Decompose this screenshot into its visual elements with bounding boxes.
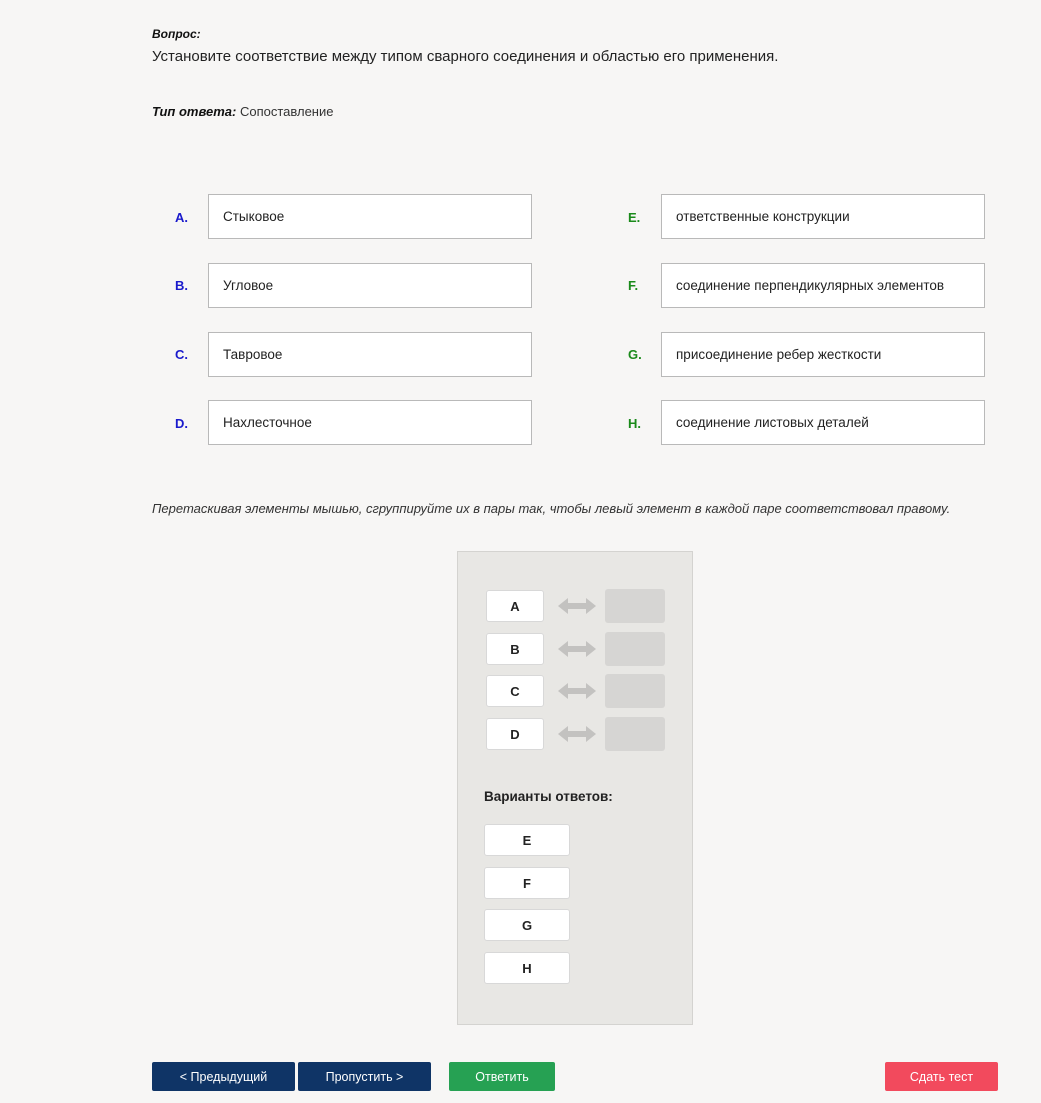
left-letter-c: C. — [175, 347, 188, 362]
previous-button[interactable]: < Предыдущий — [152, 1062, 295, 1091]
drag-drop-panel — [457, 551, 693, 1025]
pair-tile-c: C — [486, 675, 544, 707]
double-arrow-icon — [558, 725, 596, 743]
option-tile-g[interactable]: G — [484, 909, 570, 941]
right-letter-g: G. — [628, 347, 642, 362]
right-letter-e: E. — [628, 210, 641, 225]
right-item-f: соединение перпендикулярных элементов — [661, 263, 985, 308]
left-item-a: Стыковое — [208, 194, 532, 239]
answer-type-value: Сопоставление — [239, 104, 334, 119]
pair-row-d — [486, 718, 666, 752]
drop-slot-c[interactable] — [605, 674, 665, 708]
pair-row-a — [486, 590, 666, 624]
answer-button[interactable]: Ответить — [449, 1062, 555, 1091]
pair-row-b — [486, 633, 666, 667]
pair-row-c — [486, 675, 666, 709]
left-item-c: Тавровое — [208, 332, 532, 377]
answer-type — [152, 104, 333, 119]
right-item-g: присоединение ребер жесткости — [661, 332, 985, 377]
left-item-d: Нахлесточное — [208, 400, 532, 445]
right-item-e: ответственные конструкции — [661, 194, 985, 239]
option-tile-e[interactable]: E — [484, 824, 570, 856]
question-label: Вопрос: — [152, 27, 201, 41]
pair-tile-d: D — [486, 718, 544, 750]
drop-slot-d[interactable] — [605, 717, 665, 751]
option-tile-h[interactable]: H — [484, 952, 570, 984]
question-text: Установите соответствие между типом сварного соединения и областью его применения. — [152, 48, 779, 65]
right-letter-f: F. — [628, 278, 639, 293]
double-arrow-icon — [558, 640, 596, 658]
left-letter-d: D. — [175, 416, 188, 431]
right-letter-h: H. — [628, 416, 641, 431]
double-arrow-icon — [558, 682, 596, 700]
pair-tile-b: B — [486, 633, 544, 665]
left-item-b: Угловое — [208, 263, 532, 308]
options-title: Варианты ответов: — [484, 789, 613, 804]
drop-slot-b[interactable] — [605, 632, 665, 666]
left-letter-b: B. — [175, 278, 188, 293]
answer-type-label: Тип ответа: — [152, 104, 237, 119]
submit-test-button[interactable]: Сдать тест — [885, 1062, 998, 1091]
left-letter-a: A. — [175, 210, 188, 225]
pair-tile-a: A — [486, 590, 544, 622]
skip-button[interactable]: Пропустить > — [298, 1062, 431, 1091]
instruction-text: Перетаскивая элементы мышью, сгруппируйте их в пары так, чтобы левый элемент в каждой паре соответствовал правому. — [152, 501, 951, 516]
double-arrow-icon — [558, 597, 596, 615]
option-tile-f[interactable]: F — [484, 867, 570, 899]
drop-slot-a[interactable] — [605, 589, 665, 623]
right-item-h: соединение листовых деталей — [661, 400, 985, 445]
